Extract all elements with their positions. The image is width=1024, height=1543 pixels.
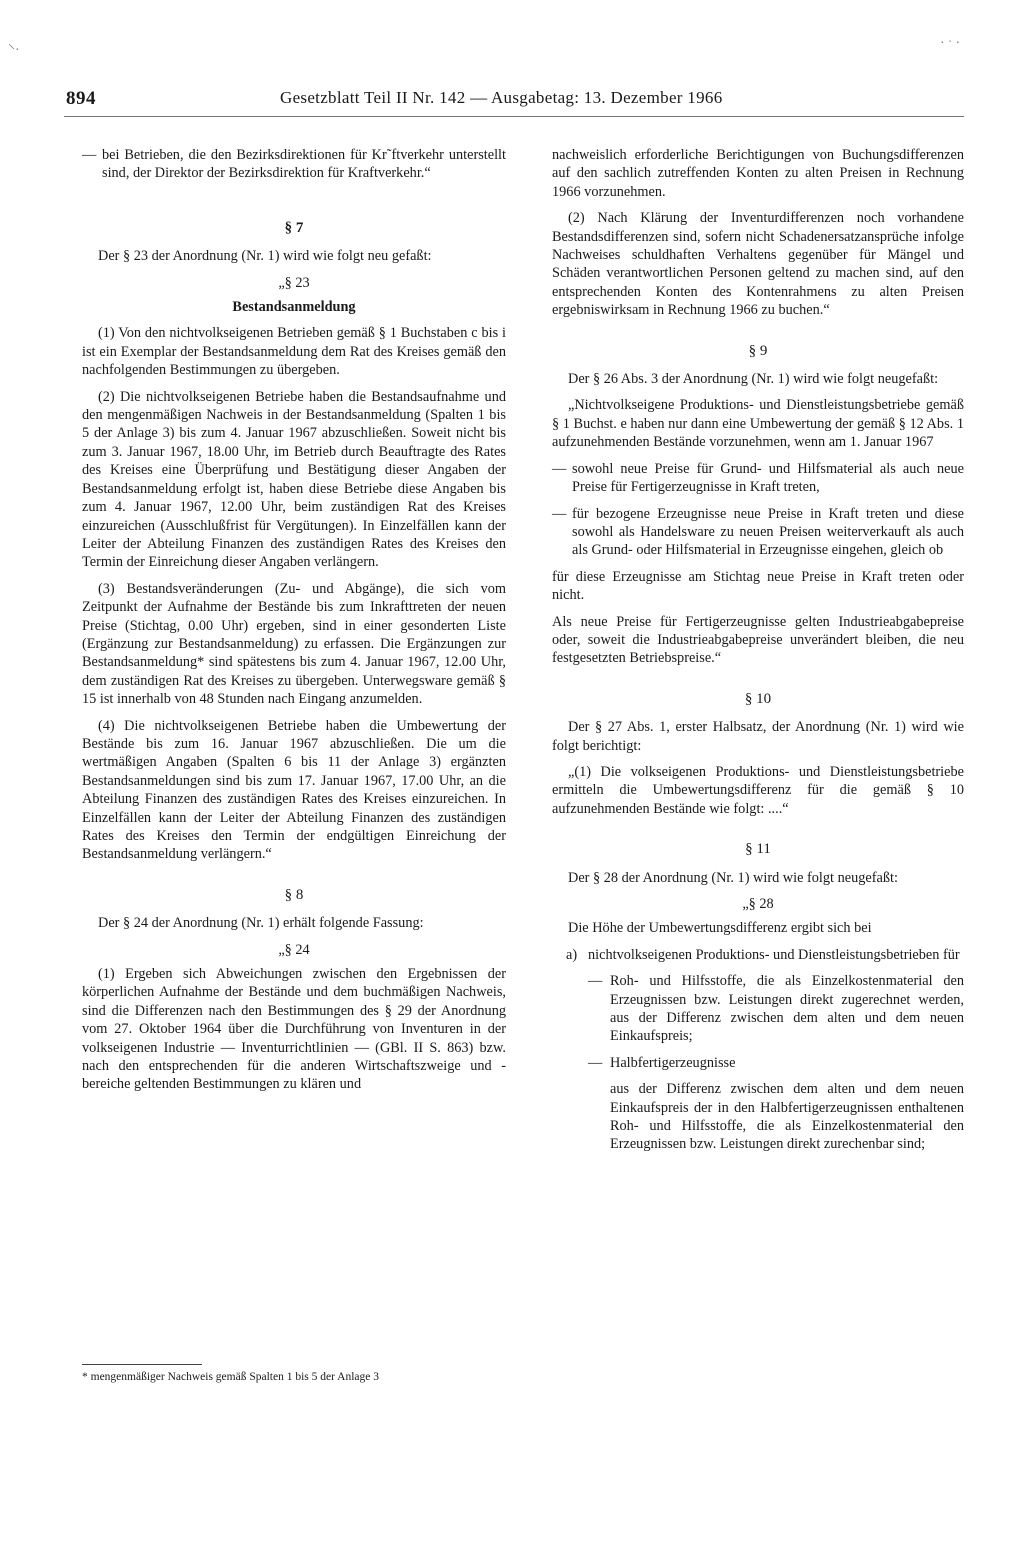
intro-dash-item: — bei Betrieben, die den Bezirksdirektionen für Kr˜ftverkehr unterstellt sind, der Direktor der Bezirksdirektion für Kraftverkehr.“ xyxy=(82,147,506,182)
section-11-title: § 11 xyxy=(745,841,771,858)
section-11-item-a-dash-2-continuation: aus der Differenz zwischen dem alten und dem neuen Einkaufspreis der in den Halbfertigerzeugnissen enthaltenen Roh- und Hilfsstoffe, die als Einzelkostenmaterial den Erzeugnissen bzw. Leistungen direkt zurechenbar sind; xyxy=(610,1081,964,1153)
section-11-para-1: Die Höhe der Umbewertungsdifferenz ergibt sich bei xyxy=(568,920,872,937)
section-7-paragraph-ref: „§ 23 xyxy=(278,274,310,291)
intro-dash-text: bei Betrieben, die den Bezirksdirektionen für Kr˜ftverkehr unterstellt sind, der Direktor der Bezirksdirektion für Kraftverkehr.“ xyxy=(102,147,506,182)
scan-specks-right: · ˑ · xyxy=(940,36,961,51)
section-7-heading: Bestandsanmeldung xyxy=(232,299,356,316)
right-column xyxy=(552,146,964,1162)
left-column xyxy=(82,146,506,1102)
section-10-title: § 10 xyxy=(744,690,772,707)
section-8-paragraph-ref: „§ 24 xyxy=(278,941,310,958)
page-number: 894 xyxy=(66,88,96,109)
section-7-para-3: (3) Bestandsveränderungen (Zu- und Abgänge), die sich vom Zeitpunkt der Aufnahme der Bestände bis zum Inkrafttreten der neuen Preise (Stichtag, 0.00 Uhr) ergeben, sind in einer gesonderten Liste (Ergänzung zur Bestandsanmeldung) zu erfassen. Die Ergänzungen zur Bestandsanmeldung* sind spätestens bis zum 4. Januar 1967, 12.00 Uhr, dem zuständigen Rat des Kreises zu übergeben. Unterwegsware gemäß § 15 ist innerhalb von 48 Stunden nach Eingang anzumelden. xyxy=(82,580,506,708)
section-7-para-1: (1) Von den nichtvolkseigenen Betrieben gemäß § 1 Buchstaben c bis i ist ein Exemplar der Bestandsanmeldung dem Rat des Kreises gemäß den nachfolgenden Bestimmungen zu übergeben. xyxy=(82,325,506,379)
section-11-item-a-dash-1: — Roh- und Hilfsstoffe, die als Einzelkostenmaterial den Erzeugnissen bzw. Leistungen direkt zugerechnet werden, aus der Differenz zwischen dem alten und dem neuen Einkaufspreis; xyxy=(588,973,964,1045)
section-9-quote: „Nichtvolkseigene Produktions- und Dienstleistungsbetriebe gemäß § 1 Buchst. e haben nur dann eine Umbewertung der gemäß § 12 Abs. 1 aufzunehmenden Bestände vorzunehmen, wenn am 1. Januar 1967 xyxy=(552,397,964,451)
section-9-dash-2: — für bezogene Erzeugnisse neue Preise in Kraft treten und diese sowohl als Handelsware zu neuen Preisen weiterverkauft als auch als Grund- oder Hilfsmaterial in Erzeugnisse eingehen, gleich ob xyxy=(552,505,964,559)
section-7-title: § 7 xyxy=(284,219,304,236)
running-head: Gesetzblatt Teil II Nr. 142 — Ausgabetag: 13. Dezember 1966 xyxy=(280,88,723,107)
section-11-intro: Der § 28 der Anordnung (Nr. 1) wird wie folgt neugefaßt: xyxy=(568,869,898,886)
section-11-item-a: a) nichtvolkseigenen Produktions- und Dienstleistungsbetrieben für xyxy=(566,946,960,963)
footnote-rule xyxy=(82,1364,202,1365)
section-8-title: § 8 xyxy=(284,886,304,903)
section-9-dash-1: — sowohl neue Preise für Grund- und Hilfsmaterial als auch neue Preise für Fertigerzeugnisse in Kraft treten, xyxy=(552,460,964,496)
scan-specks-left: ⸌· xyxy=(8,43,20,58)
section-9-tail: für diese Erzeugnisse am Stichtag neue Preise in Kraft treten oder nicht. xyxy=(552,568,964,604)
section-9-para-2: Als neue Preise für Fertigerzeugnisse gelten Industrieabgabepreise oder, soweit die Industrieabgabepreise unverändert bleiben, die neu festgesetzten Betriebspreise.“ xyxy=(552,613,964,667)
header-rule xyxy=(64,116,964,117)
section-7-intro: Der § 23 der Anordnung (Nr. 1) wird wie folgt neu gefaßt: xyxy=(98,248,432,265)
section-10-quote: „(1) Die volkseigenen Produktions- und Dienstleistungsbetriebe ermitteln die Umbewertungsdifferenz für die gemäß § 10 aufzunehmenden Bestände wie folgt: ....“ xyxy=(552,763,964,817)
section-9-intro: Der § 26 Abs. 3 der Anordnung (Nr. 1) wird wie folgt neugefaßt: xyxy=(568,371,939,388)
section-7-para-4: (4) Die nichtvolkseigenen Betriebe haben die Umbewertung der Bestände bis zum 16. Januar 1967 abzuschließen. Die um die wertmäßigen Angaben (Spalten 6 bis 11 der Anlage 3) ergänzten Bestandsanmeldungen sind bis zum 17. Januar 1967, 17.00 Uhr, an die Abteilung Finanzen des zuständigen Rates des Kreises einzureichen. In Einzelfällen kann der Leiter der Abteilung Finanzen des zuständigen Rates des Kreises den Termin der endgültigen Einreichung der Bestandsanmeldung verlängern.“ xyxy=(82,717,506,863)
section-11-paragraph-ref: „§ 28 xyxy=(742,896,774,912)
section-10-intro: Der § 27 Abs. 1, erster Halbsatz, der Anordnung (Nr. 1) wird wie folgt berichtigt: xyxy=(552,719,964,754)
section-8-para-2: (2) Nach Klärung der Inventurdifferenzen noch vorhandene Bestandsdifferenzen sind, sofern nicht Schadenersatzansprüche infolge Nachweises schuldhaften Verhaltens gegenüber für Mängel und Schäden verantwortlichen Personen geltend zu machen sind, auf den entsprechenden Konten des Kontenrahmens zu alten Preisen ergebniswirksam in Rechnung 1966 zu buchen.“ xyxy=(552,210,964,319)
footnote: * mengenmäßiger Nachweis gemäß Spalten 1 bis 5 der Anlage 3 xyxy=(82,1371,380,1383)
continued-paragraph: nachweislich erforderliche Berichtigungen von Buchungsdifferenzen auf den sachlich zutreffenden Konten zu alten Preisen in Rechnung 1966 vorzunehmen. xyxy=(552,147,964,200)
section-8-intro: Der § 24 der Anordnung (Nr. 1) erhält folgende Fassung: xyxy=(98,915,424,932)
section-8-para-1: (1) Ergeben sich Abweichungen zwischen den Ergebnissen der körperlichen Aufnahme der Bestände und dem buchmäßigen Nachweis, sind die Differenzen nach den Bestimmungen des § 29 der Anordnung vom 27. Oktober 1964 über die Durchführung von Inventuren in der volkseigenen Industrie — Inventurrichtlinien — (GBl. II S. 863) bzw. nach den entsprechenden für die anderen Wirtschaftszweige und -bereiche geltenden Bestimmungen zu klären und xyxy=(82,966,506,1093)
section-11-item-a-dash-2: — Halbfertigerzeugnisse xyxy=(588,1054,736,1071)
section-9-title: § 9 xyxy=(748,342,768,359)
section-7-para-2: (2) Die nichtvolkseigenen Betriebe haben die Bestandsaufnahme und den mengenmäßigen Nachweis in der Bestandsanmeldung (Spalten 1 bis 5 der Anlage 3) bis zum 4. Januar 1967 abzuschließen. Soweit nicht bis zum 3. Januar 1967, 18.00 Uhr, im Betrieb durch Beauftragte des Rates des Kreises eine Überprüfung und Bestätigung dieser Angaben der Bestandsanmeldung erfolgt ist, haben diese Betriebe diese Angaben bis zum 4. Januar 1967, 12.00 Uhr, beim zuständigen Rat des Kreises einzureichen (Ausschlußfrist für Vergütungen). In Einzelfällen kann der Leiter der Abteilung Finanzen des zuständigen Rates des Kreises den Termin der Einreichung dieser Angaben verlängern. xyxy=(82,388,506,571)
